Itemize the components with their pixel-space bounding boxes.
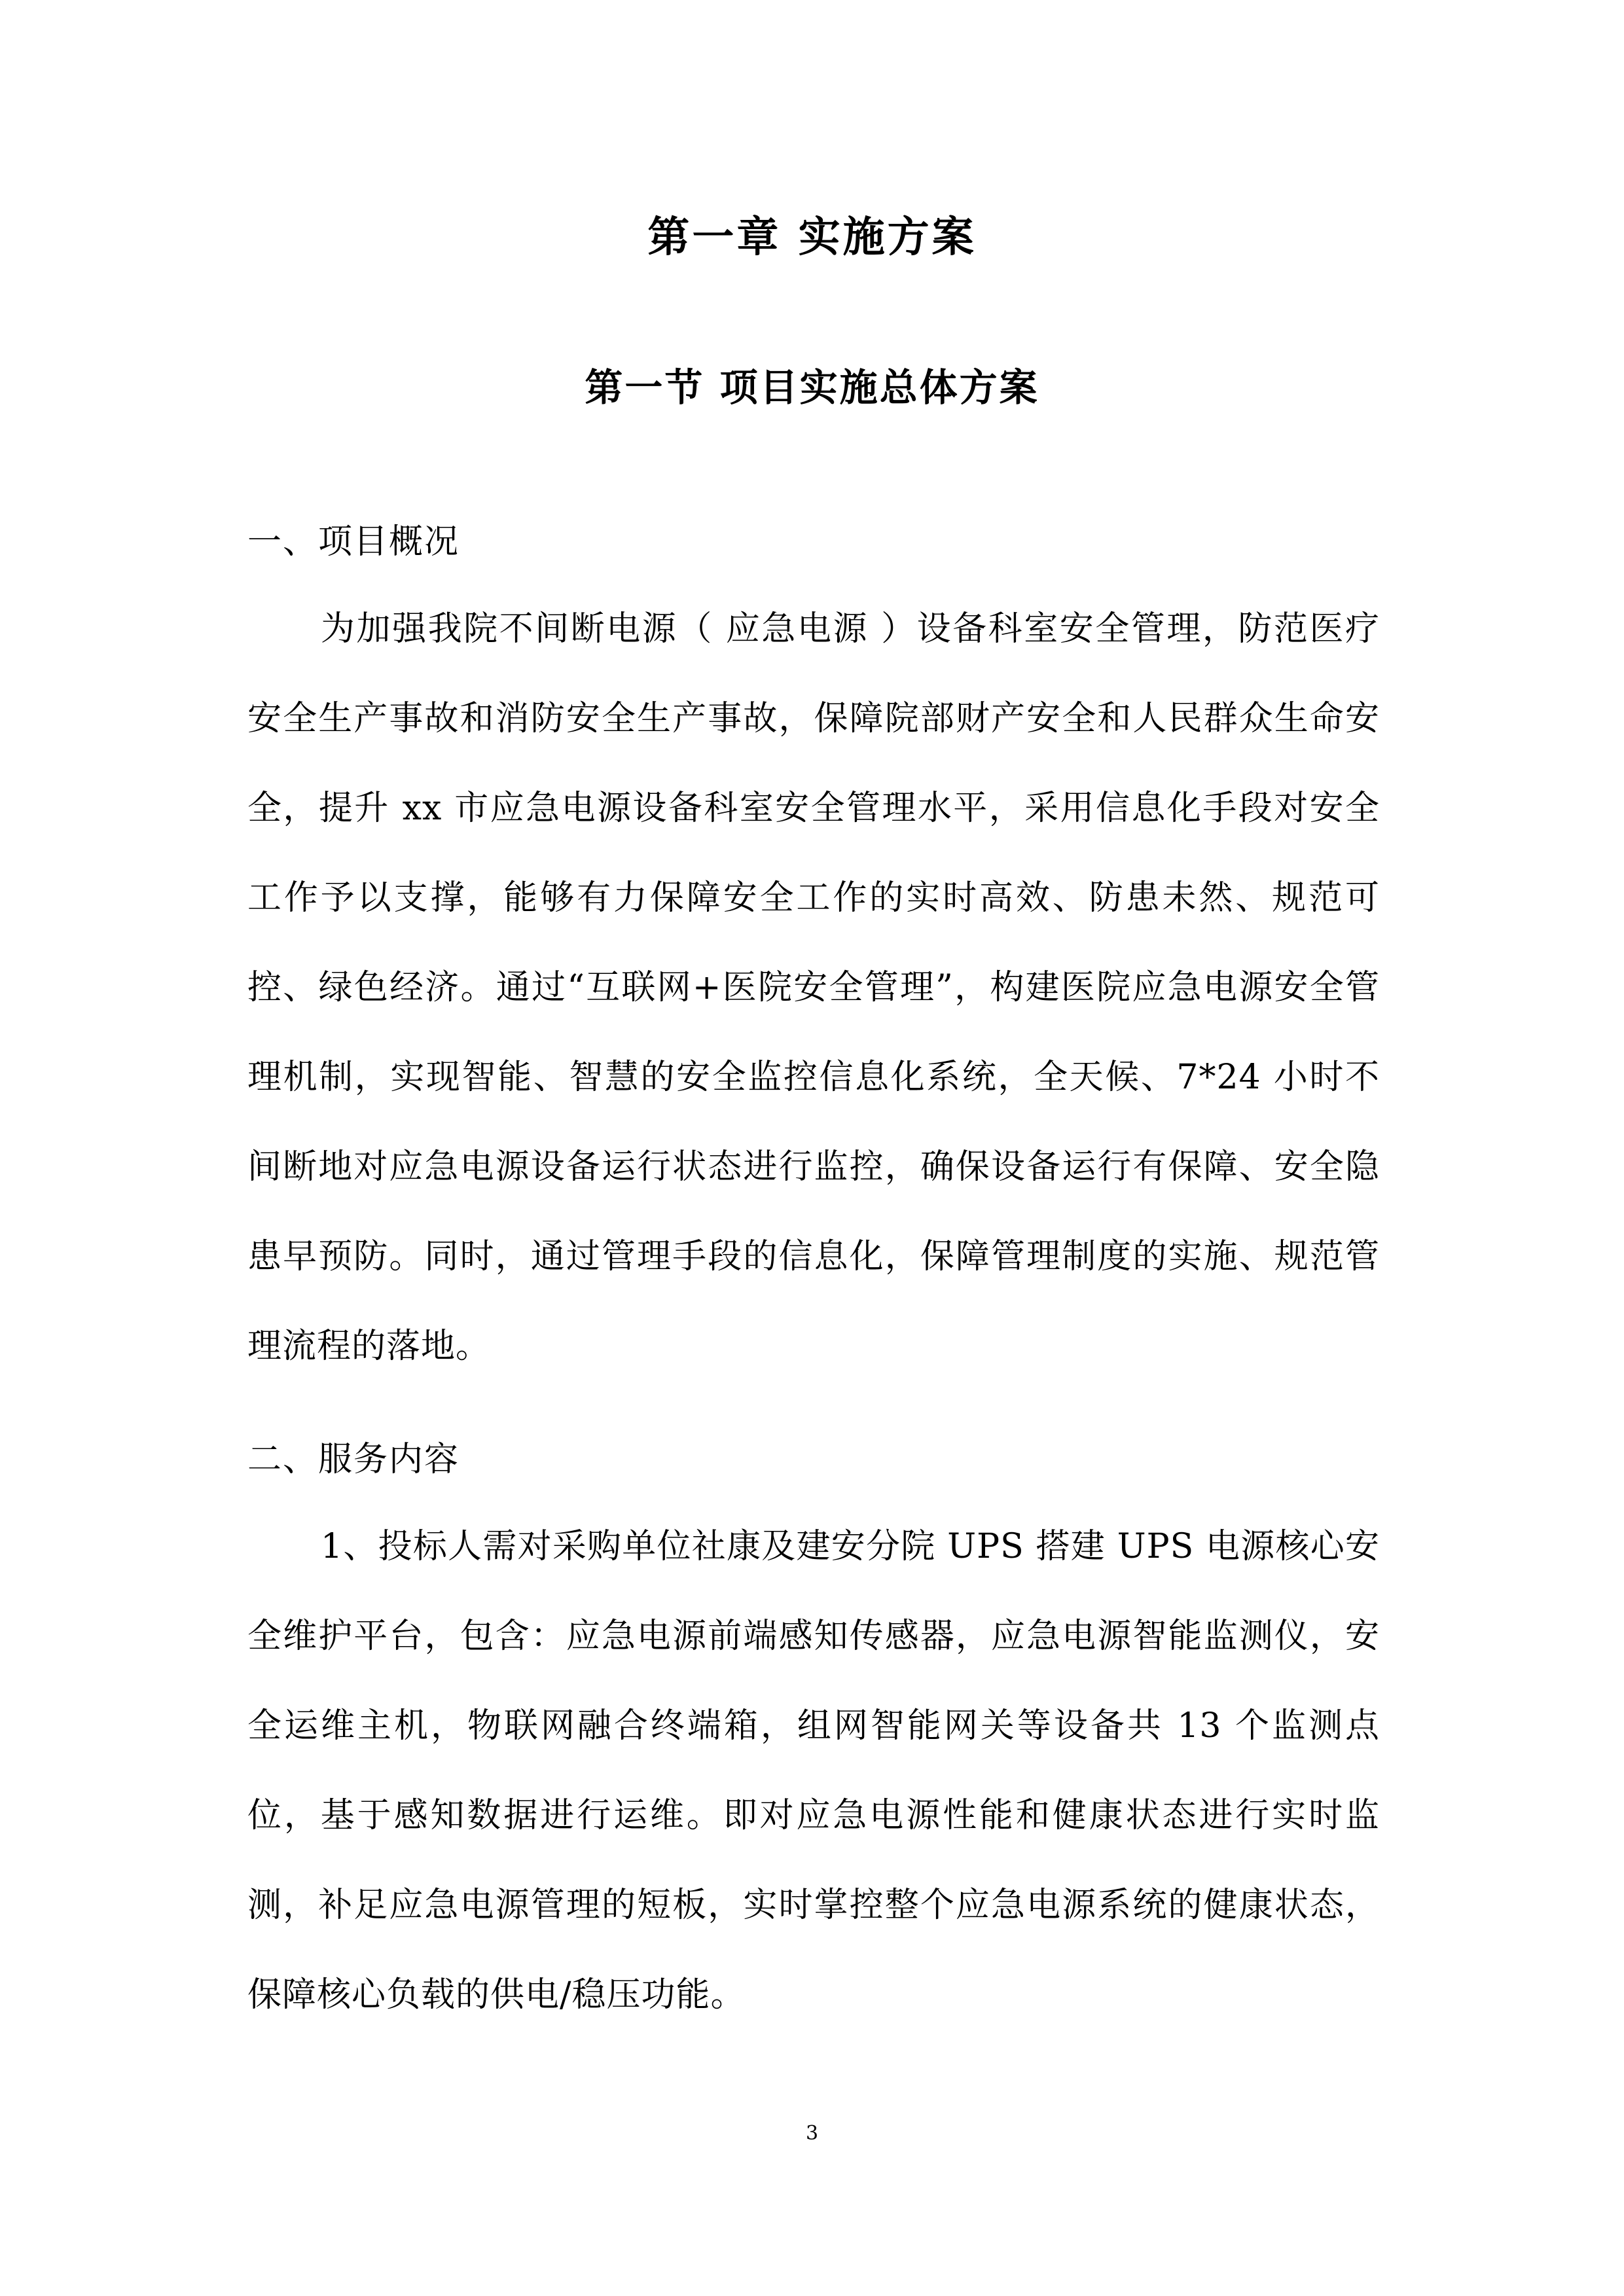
paragraph-service-content: 1、投标人需对采购单位社康及建安分院 UPS 搭建 UPS 电源核心安全维护平台，包含：应急电源前端感知传感器，应急电源智能监测仪，安全运维主机，物联网融合终端箱，组网智能网关等设备共 13 个监测点位，基于感知数据进行运维。即对应急电源性能和健康状态进行实时监测，补足应急电源管理的短板，实时掌控整个应急电源系统的健康状态，保障核心负载的供电/稳压功能。 xyxy=(247,1527,1380,2015)
paragraph-project-overview: 为加强我院不间断电源（ 应急电源 ）设备科室安全管理，防范医疗安全生产事故和消防安全生产事故，保障院部财产安全和人民群众生命安全，提升 xx 市应急电源设备科室安全管理水平，采用信息化手段对安全工作予以支撑，能够有力保障安全工作的实时高效、防患未然、规范可控、绿色经济。通过“互联网+医院安全管理”，构建医院应急电源安全管理机制，实现智能、智慧的安全监控信息化系统，全天候、7*24 小时不间断地对应急电源设备运行状态进行监控，确保设备运行有保障、安全隐患早预防。同时，通过管理手段的信息化，保障管理制度的实施、规范管理流程的落地。 xyxy=(247,609,1380,1366)
heading-project-overview: 一、项目概况 xyxy=(247,522,460,562)
heading-service-content: 二、服务内容 xyxy=(247,1440,460,1479)
chapter-title: 第一章 实施方案 xyxy=(647,213,977,262)
page-number: 3 xyxy=(805,2122,819,2145)
section-title: 第一节 项目实施总体方案 xyxy=(585,365,1039,410)
